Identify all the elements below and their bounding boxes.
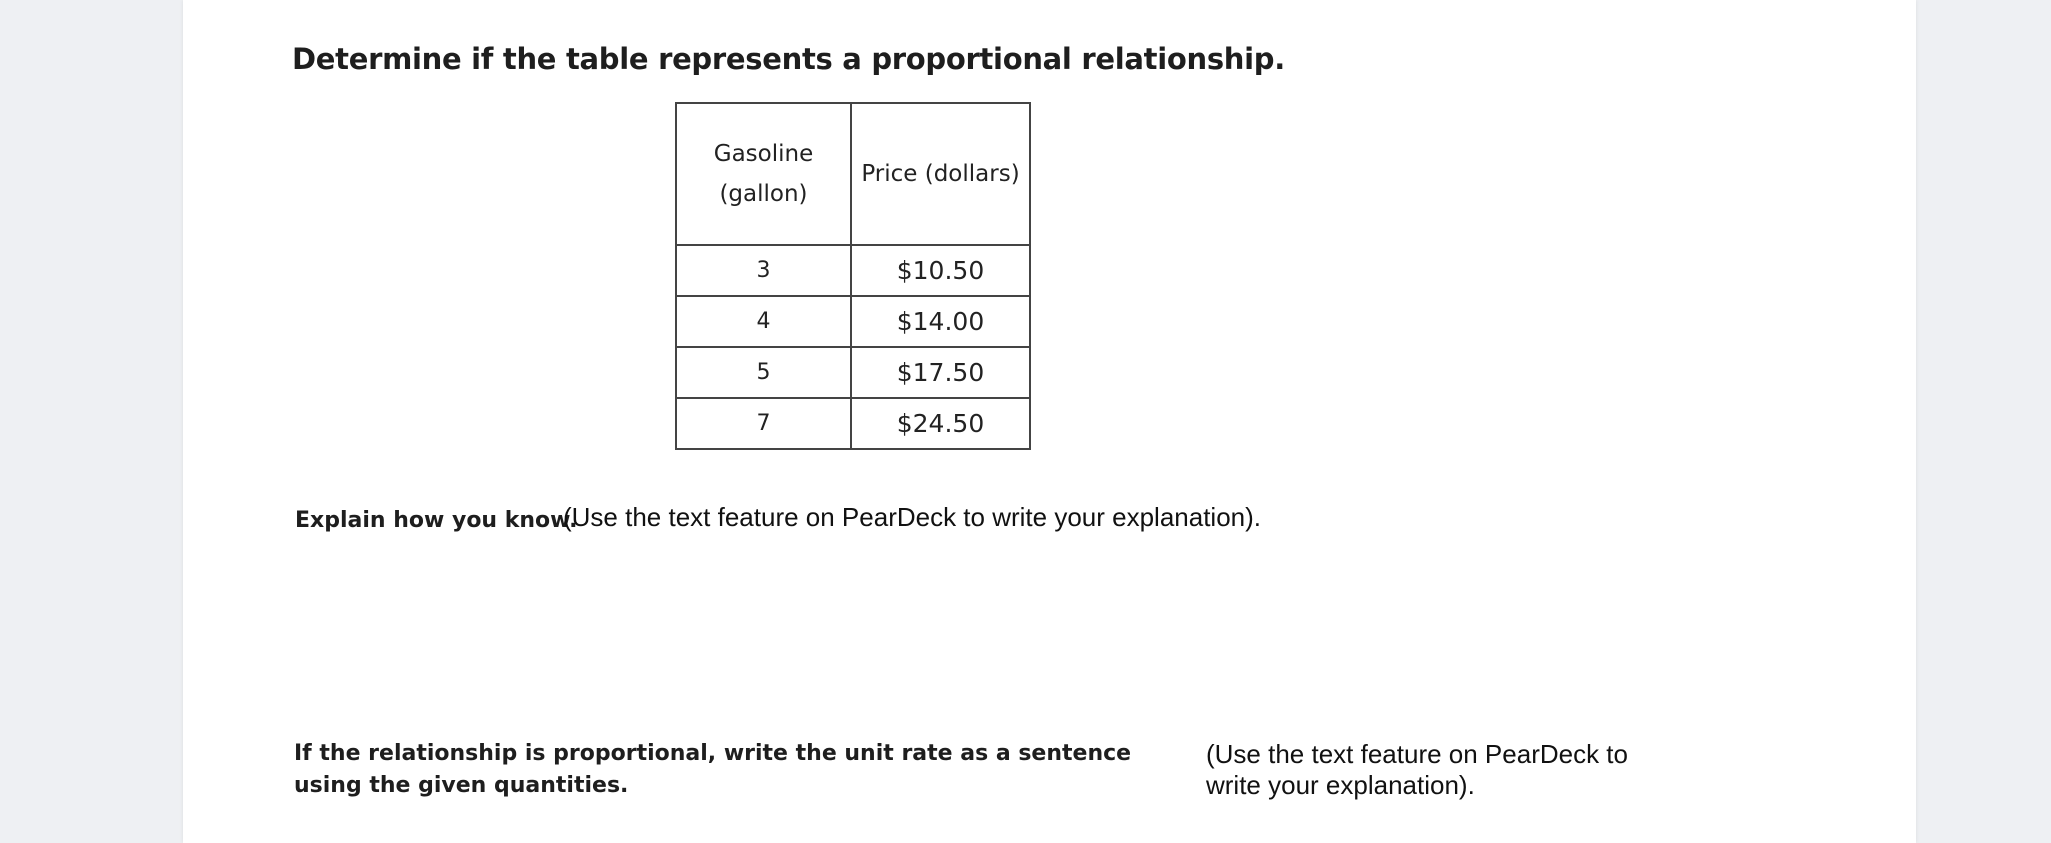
table-row <box>676 398 1030 449</box>
unit-rate-prompt: If the relationship is proportional, write the unit rate as a sentence using the given quantities. <box>294 741 1132 798</box>
price-cell: $17.50 <box>851 347 1030 398</box>
column-header-price: Price (dollars) <box>851 103 1030 245</box>
gasoline-header-line-1: Gasoline <box>713 141 814 167</box>
table-row <box>676 245 1030 296</box>
unit-rate-instruction-note: (Use the text feature on PearDeck to write your explanation). <box>1206 739 1628 800</box>
gasoline-price-table <box>675 102 1031 450</box>
question-title: Determine if the table represents a proportional relationship. <box>292 42 1285 76</box>
column-header-gasoline <box>676 103 851 245</box>
explain-prompt: Explain how you know. <box>295 508 578 533</box>
table-header-row <box>676 103 1030 245</box>
price-cell: $14.00 <box>851 296 1030 347</box>
document-page <box>183 0 1916 843</box>
price-cell: $10.50 <box>851 245 1030 296</box>
price-cell: $24.50 <box>851 398 1030 449</box>
gallons-cell: 3 <box>676 245 851 296</box>
gallons-cell: 4 <box>676 296 851 347</box>
gallons-cell: 5 <box>676 347 851 398</box>
gasoline-header-line-2: (gallon) <box>719 181 808 207</box>
gallons-cell: 7 <box>676 398 851 449</box>
table-row <box>676 347 1030 398</box>
explain-instruction-note: (Use the text feature on PearDeck to write your explanation). <box>563 502 1262 532</box>
table-row <box>676 296 1030 347</box>
